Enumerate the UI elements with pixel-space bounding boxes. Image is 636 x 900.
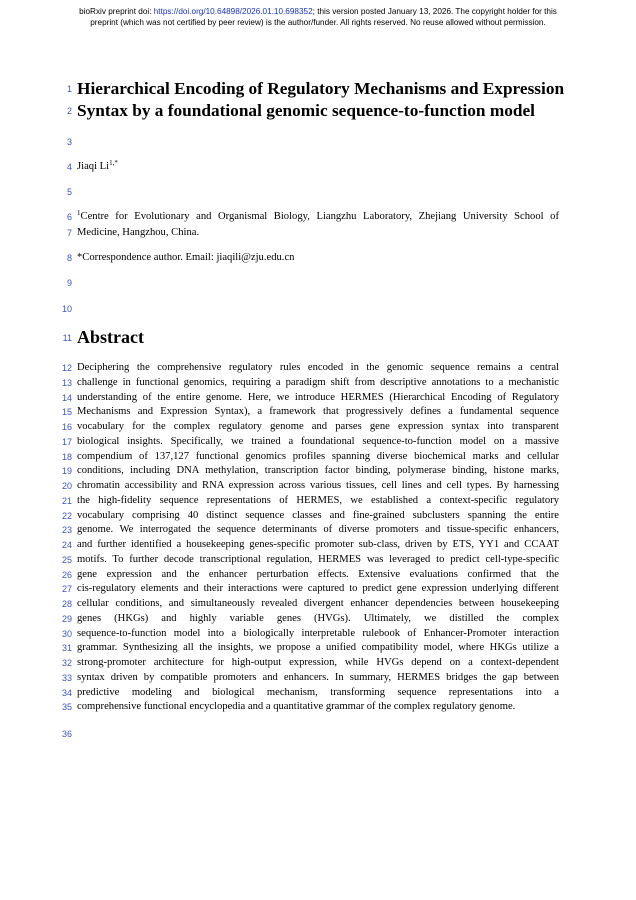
abstract-line: genes (HKGs) and highly variable genes (HVGs). Ultimately, we distilled the complex [77,612,559,624]
line-number: 3 [66,137,72,147]
abstract-line: vocabulary comprising 40 distinct sequence classes and fine-grained subclusters spanning the entire [77,509,559,521]
abstract-line: Mechanisms and Expression Syntax), a framework that progressively defines a fundamental sequence [77,406,559,418]
line-number: 1 [66,84,72,94]
abstract-line: challenge in functional genomics, requiring a paradigm shift from descriptive annotations to a mechanistic [77,376,559,388]
preprint-banner [40,7,596,28]
banner-line-1: bioRxiv preprint doi: https://doi.org/10.64898/2026.01.10.698352; this version posted January 13, 2026. The copyright holder for this [79,7,557,16]
abstract-line: cis-regulatory elements and their interactions were captured to predict gene expression underlying different [77,583,559,595]
line-number: 12 [61,363,72,373]
line-number: 8 [66,253,72,263]
abstract-line: understanding of the entire genome. Here, we introduce HERMES (Hierarchical Encoding of Regulatory [77,391,559,403]
line-number: 27 [61,584,72,595]
line-number: 23 [61,525,72,536]
line-number: 32 [61,658,72,668]
line-number: 10 [61,304,72,314]
line-number: 35 [61,702,72,713]
line-number: 24 [61,540,72,550]
abstract-line: Deciphering the comprehensive regulatory rules encoded in the genomic sequence remains a central [77,362,559,373]
abstract-line: comprehensive functional encyclopedia and a quantitative grammar of the complex regulatory genome. [77,701,516,713]
paper-title-line-2: Syntax by a foundational genomic sequence-to-function model [77,101,535,120]
line-number: 13 [61,377,72,388]
line-number: 7 [66,228,72,238]
line-number: 29 [61,613,72,624]
line-number: 14 [61,392,72,403]
abstract-line: the high-fidelity sequence representations of HERMES, we established a context-specific regulatory [77,494,559,506]
author-marks: 1,* [109,159,118,167]
abstract-heading: Abstract [77,327,144,347]
line-number: 36 [61,729,72,739]
author-line [77,159,559,174]
line-number: 17 [61,436,72,447]
abstract-line: cellular conditions, and simultaneously revealed divergent enhancer dependencies between housekeeping [77,598,559,609]
line-number: 20 [61,481,72,491]
paper-title-line-1: Hierarchical Encoding of Regulatory Mechanisms and Expression [77,79,565,98]
line-number: 34 [61,687,72,698]
abstract-line: biological insights. Specifically, we trained a foundational sequence-to-function model on a massive [77,435,559,447]
line-number: 16 [61,422,72,432]
abstract-line: genome. We interrogated the sequence determinants of diverse promoters and tissue-specific enhancers, [77,524,559,536]
line-number: 15 [61,407,72,418]
line-number: 33 [61,672,72,683]
abstract-line: and further identified a housekeeping genes-specific promoter sub-class, driven by ETS, YY1 and CCAAT [77,539,559,550]
affiliation-line-2: Medicine, Hangzhou, China. [77,227,200,238]
abstract-line: syntax driven by compatible promoters and enhancers. In summary, HERMES bridges the gap between [77,671,559,683]
line-number: 19 [61,466,72,477]
abstract-line: chromatin accessibility and RNA expression across various tissues, cell lines and cell types. By harnessing [77,480,559,491]
line-number: 30 [61,628,72,639]
abstract-line: conditions, including DNA methylation, transcription factor binding, polymerase binding, histone marks, [77,465,559,477]
line-number: 28 [61,599,72,609]
doi-link[interactable]: https://doi.org/10.64898/2026.01.10.698352 [153,7,313,16]
line-number: 21 [61,495,72,506]
affiliation-mark: 1 [77,209,81,217]
line-number: 22 [61,510,72,521]
correspondence-line: *Correspondence author. Email: jiaqili@zju.edu.cn [77,252,295,263]
abstract-line: grammar. Synthesizing all the insights, we propose a unified compatibility model, where HKGs utilize a [77,642,559,654]
line-number: 2 [66,106,72,116]
line-number: 18 [61,451,72,462]
line-number: 11 [62,333,72,343]
line-number: 4 [66,162,72,172]
abstract-line: compendium of 137,127 functional genomics profiles spanning diverse biochemical marks and cellular [77,450,559,462]
abstract-line: sequence-to-function model into a biologically interpretable rulebook of Enhancer-Promoter interaction [77,627,559,639]
line-number: 6 [66,212,72,222]
line-number: 26 [61,569,72,580]
abstract-line: gene expression and the enhancer perturbation effects. Extensive evaluations confirmed that the [77,568,559,580]
author-name: Jiaqi Li [77,161,110,172]
abstract-line: vocabulary for the complex regulatory genome and parses gene expression syntax into transparent [77,421,559,432]
line-number: 9 [66,278,72,288]
line-number: 5 [66,187,72,197]
abstract-line: strong-promoter architecture for high-output expression, while HVGs depend on a context-dependent [77,657,559,668]
banner-line-2: preprint (which was not certified by peer review) is the author/funder. All rights reserved. No reuse allowed without permission. [90,17,546,27]
line-number: 31 [61,643,72,654]
abstract-line: motifs. To further decode transcriptional regulation, HERMES was leveraged to predict cell-type-specific [77,553,559,565]
abstract-line: predictive modeling and biological mechanism, transforming sequence representations into a [77,686,559,698]
line-number: 25 [61,554,72,565]
affiliation-line-1: $^1$Centre for Evolutionary and Organismal Biology, Liangzhu Laboratory, Zhejiang University School of [77,209,559,222]
